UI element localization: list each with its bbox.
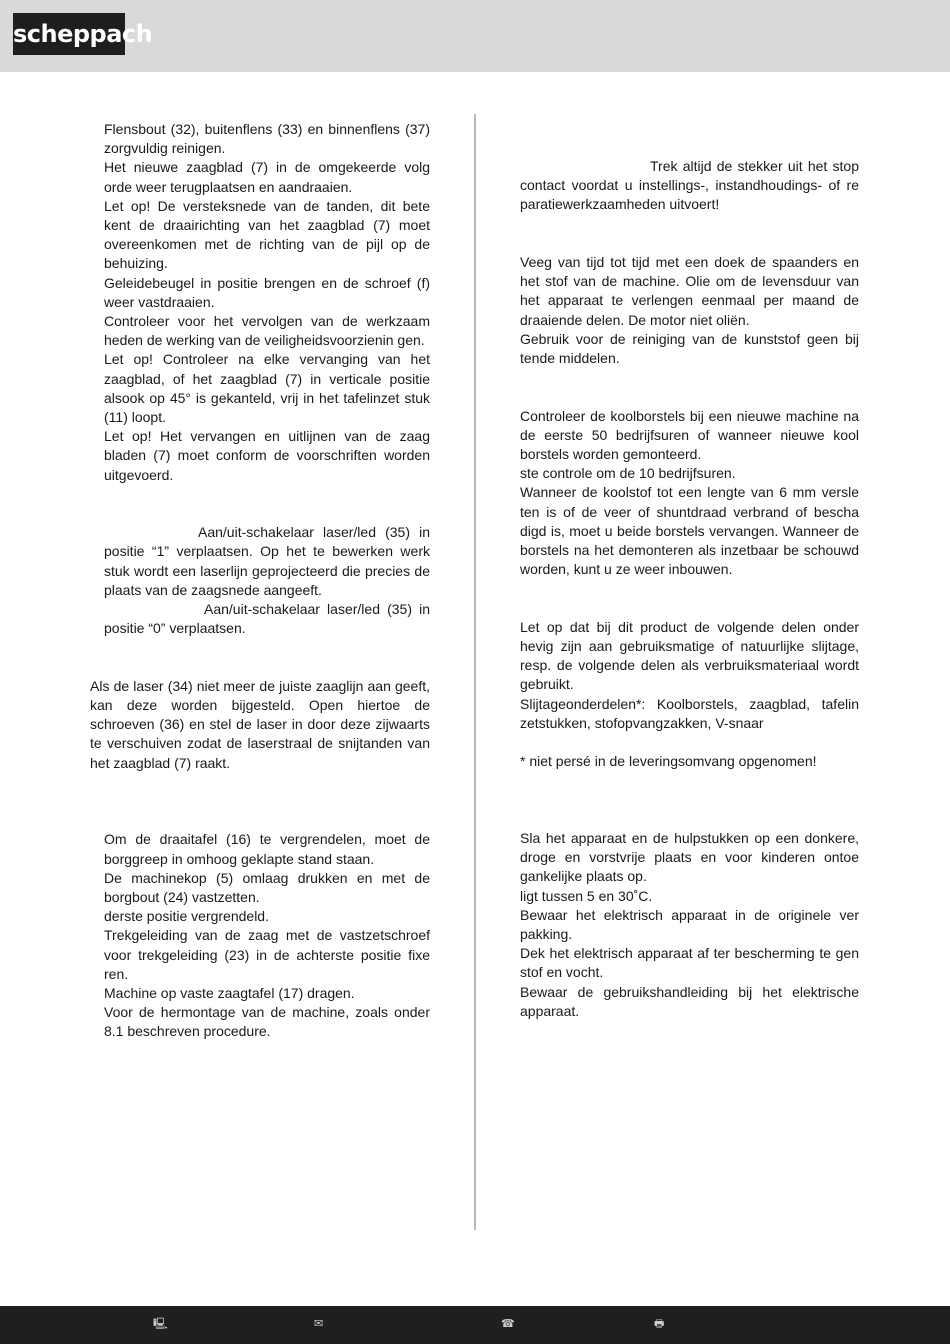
paragraph-reassembly: Voor de hermontage van de machine, zoals onder 8.1 beschreven procedure.	[104, 1004, 430, 1040]
paragraph-laser-off: Aan/uit-schakelaar laser/led (35) in positie “0” verplaatsen.	[104, 601, 430, 637]
computer-icon: 🖳	[153, 1317, 168, 1330]
paragraph-storage-temperature: ligt tussen 5 en 30˚C.	[520, 887, 653, 904]
left-column	[90, 120, 430, 1042]
paragraph-guide-bracket: Geleidebeugel in positie brengen en de schroef (f) weer vastdraaien.	[104, 274, 430, 310]
column-divider	[474, 114, 476, 1230]
paragraph-blade-replace: Let op! Het vervangen en uitlijnen van de zaag bladen (7) moet conform de voorschriften worden uitgevoerd.	[104, 428, 430, 483]
fax-icon: 🖶	[654, 1317, 665, 1330]
paragraph-unplug-warning: Trek altijd de stekker uit het stop contact voordat u instellings-, instandhoudings- of re paratiewerkzaamheden uitvoert!	[520, 158, 859, 213]
paragraph-blade-check: Let op! Controleer na elke vervanging van het zaagblad, of het zaagblad (7) in verticale positie alsook op 45° is gekanteld, vrij in het tafelinzet stuk (11) loopt.	[104, 351, 430, 426]
paragraph-wear-parts-list: Slijtageonderdelen*: Koolborstels, zaagblad, tafelin zetstukken, stofopvangzakken, V-snaar	[520, 695, 859, 731]
paragraph-carry-machine: Machine op vaste zaagtafel (17) dragen.	[104, 985, 355, 1002]
paragraph-cover-device: Dek het elektrisch apparaat af ter bescherming te gen stof en vocht.	[520, 945, 859, 981]
paragraph-cleaning: Veeg van tijd tot tijd met een doek de spaanders en het stof van de machine. Olie om de levensduur van het apparaat te verlengen eenmaal per maand de draaiende delen. De motor niet oliën.	[520, 254, 859, 328]
paragraph-new-blade: Het nieuwe zaagblad (7) in de omgekeerde volg orde weer terugplaatsen en aandraaien.	[104, 159, 430, 195]
paragraph-lower-position: derste positie vergrendeld.	[104, 908, 269, 925]
page-footer	[0, 1306, 950, 1344]
paragraph-original-packaging: Bewaar het elektrisch apparaat in de originele ver pakking.	[520, 906, 859, 943]
paragraph-keep-manual: Bewaar de gebruikshandleiding bij het elektrische apparaat.	[520, 983, 859, 1019]
paragraph-brush-replace: Wanneer de koolstof tot een lengte van 6 mm versle ten is of de veer of shuntdraad verbrand of bescha digd is, moet u beide borstels vervangen. Wanneer de borstels na het demonteren als inzetbaar be schouwd worden, kunt u ze weer inbouwen.	[520, 484, 859, 578]
paragraph-turntable-lock: Om de draaitafel (16) te vergrendelen, moet de borggreep in omhoog geklapte stand staan.	[104, 831, 430, 867]
paragraph-machine-head: De machinekop (5) omlaag drukken en met de borgbout (24) vastzetten.	[104, 869, 430, 906]
paragraph-laser-adjust: Als de laser (34) niet meer de juiste zaaglijn aan geeft, kan deze worden bijgesteld. Open hiertoe de schroeven (36) en stel de laser in door deze zijwaarts te verschuiven zodat de laserstraal de snijtanden van het zaagblad (7) raakt.	[90, 677, 430, 771]
paragraph-wear-parts: Let op dat bij dit product de volgende delen onder hevig zijn aan gebruiksmatige of natuurlijke slijtage, resp. de volgende delen als verbruiksmateriaal wordt gebruikt.	[520, 618, 859, 693]
paragraph-delivery-note: * niet persé in de leveringsomvang opgenomen!	[520, 753, 817, 770]
scheppach-logo: scheppach	[13, 13, 125, 55]
email-icon: ✉	[314, 1317, 324, 1330]
phone-icon: ☎	[501, 1317, 515, 1330]
paragraph-safety-check: Controleer voor het vervolgen van de werkzaam heden de werking van de veiligheidsvoorzienin gen.	[104, 313, 430, 349]
paragraph-storage: Sla het apparaat en de hulpstukken op een donkere, droge en vorstvrije plaats en voor kinderen ontoe gankelijke plaats op.	[520, 830, 859, 885]
paragraph-pull-guide: Trekgeleiding van de zaag met de vastzetschroef voor trekgeleiding (23) in de achterste positie fixe ren.	[104, 927, 430, 982]
right-column	[520, 157, 859, 1021]
paragraph-brush-check-interval: ste controle om de 10 bedrijfsuren.	[520, 465, 736, 482]
page-header	[0, 0, 950, 72]
paragraph-plastic-cleaning: Gebruik voor de reiniging van de kunststof geen bij tende middelen.	[520, 330, 859, 367]
paragraph-flange-cleaning: Flensbout (32), buitenflens (33) en binnenflens (37) zorgvuldig reinigen.	[104, 121, 430, 157]
paragraph-laser-on: Aan/uit-schakelaar laser/led (35) in positie “1” verplaatsen. Op het te bewerken werk stuk wordt een laserlijn geprojecteerd die precies de plaats van de zaagsnede aangeeft.	[104, 524, 430, 598]
paragraph-blade-direction: Let op! De versteksnede van de tanden, dit bete kent de draairichting van het zaagblad (7) moet overeenkomen met de richting van de pijl op de behuizing.	[104, 197, 430, 272]
paragraph-carbon-brushes: Controleer de koolborstels bij een nieuwe machine na de eerste 50 bedrijfsuren of wanneer nieuwe kool borstels worden gemonteerd.	[520, 407, 859, 463]
